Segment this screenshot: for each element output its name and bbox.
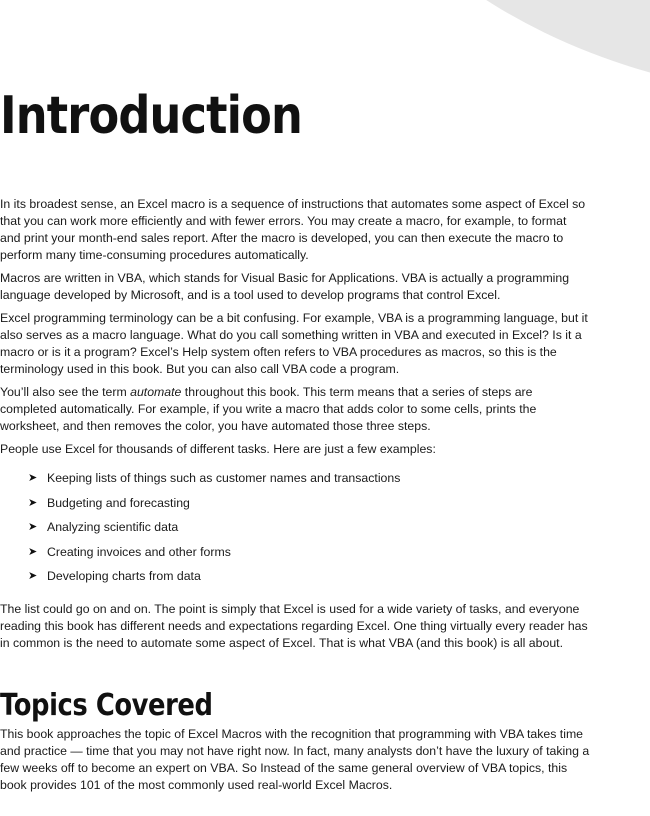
chapter-body: [0, 196, 590, 800]
arrowhead-bullet-icon: ➤: [28, 570, 38, 583]
paragraph-vba-definition: Macros are written in VBA, which stands for Visual Basic for Applications. VBA is actually a programming language developed by Microsoft, and is a tool used to develop programs that control Excel.: [0, 271, 570, 302]
list-item-text: Creating invoices and other forms: [47, 544, 231, 559]
list-item-text: Budgeting and forecasting: [47, 495, 190, 510]
paragraph-closing: The list could go on and on. The point is simply that Excel is used for a wide variety of tasks, and everyone reading this book has different needs and expectations regarding Excel. One thing virtually every reader has in common is the need to automate some aspect of Excel. That is what VBA (and this book) is all about.: [0, 602, 588, 651]
list-item: [28, 470, 590, 487]
arrowhead-bullet-icon: ➤: [28, 521, 38, 534]
list-item-text: Keeping lists of things such as customer names and transactions: [47, 471, 401, 485]
paragraph-automate: [0, 384, 590, 435]
list-item: [28, 495, 590, 512]
automate-text-after: throughout this book. This term means that a series of steps are completed automatically. For example, if you write a macro that adds color to some cells, prints the worksheet, and then removes the color, you have automated those three steps.: [0, 385, 537, 433]
paragraph-list-intro: People use Excel for thousands of different tasks. Here are just a few examples:: [0, 442, 436, 456]
page-corner-decoration: [300, 0, 650, 100]
arrowhead-bullet-icon: ➤: [28, 496, 38, 509]
list-item: [28, 568, 590, 585]
arrowhead-bullet-icon: ➤: [28, 545, 38, 558]
examples-list: [28, 470, 590, 585]
arrowhead-bullet-icon: ➤: [28, 472, 38, 484]
paragraph-topics: This book approaches the topic of Excel Macros with the recognition that programming with VBA takes time and practice — time that you may not have right now. In fact, many analysts don’t have the luxury of taking a few weeks off to become an expert on VBA. So Instead of the same general overview of VBA topics, this book provides 101 of the most commonly used real-world Excel Macros.: [0, 727, 590, 793]
list-item-text: Developing charts from data: [47, 569, 201, 584]
chapter-title: Introduction: [0, 86, 302, 146]
paragraph-terminology: Excel programming terminology can be a bit confusing. For example, VBA is a programming language, but it also serves as a macro language. What do you call something written in VBA and executed in Excel? Is it a macro or is it a program? Excel’s Help system often refers to VBA procedures as macros, so this is the terminology used in this book. But you can also call VBA code a program.: [0, 311, 588, 376]
list-item: [28, 544, 590, 561]
paragraph-intro: In its broadest sense, an Excel macro is a sequence of instructions that automates some aspect of Excel so that you can work more efficiently and with fewer errors. You may create a macro, for example, to format and print your month-end sales report. After the macro is developed, you can then execute the macro to perform many time-consuming procedures automatically.: [0, 197, 586, 262]
automate-text-before: You’ll also see the term: [0, 385, 131, 399]
automate-term: automate: [130, 385, 182, 399]
section-heading-topics: Topics Covered: [0, 688, 213, 724]
list-item-text: Analyzing scientific data: [47, 520, 179, 535]
list-item: [28, 519, 590, 536]
